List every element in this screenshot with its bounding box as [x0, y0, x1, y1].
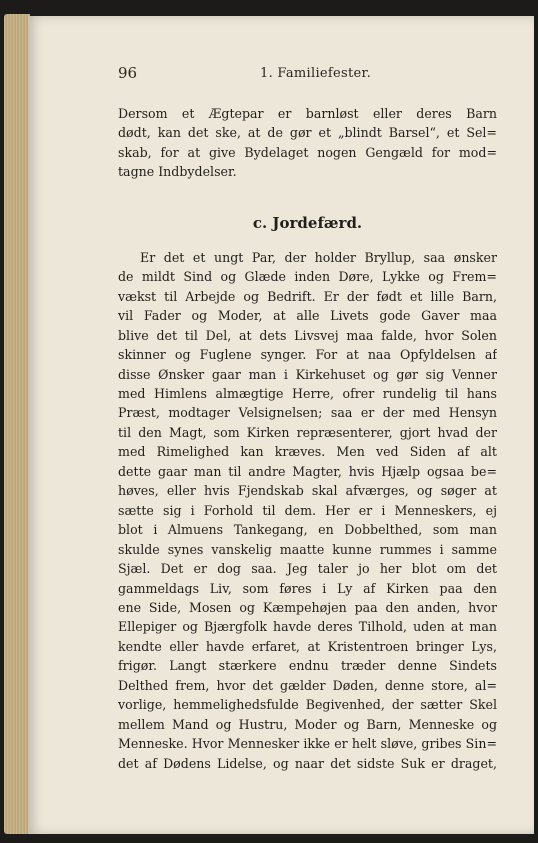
page-header: [118, 64, 498, 86]
page-edges: [4, 14, 30, 834]
text-line: dødt, kan det ske, at de gør et „blindt Barsel“, et Sel=: [118, 125, 497, 141]
text-line: skinner og Fuglene synger. For at naa Opfyldelsen af: [118, 347, 497, 363]
text-line: høves, eller hvis Fjendskab skal afværges, og søger at: [118, 483, 497, 499]
text-line: Er det et ungt Par, der holder Bryllup, saa ønsker: [140, 249, 497, 265]
text-line: de mildt Sind og Glæde inden Døre, Lykke og Frem=: [118, 269, 497, 285]
running-head: 1. Familiefester.: [260, 66, 372, 81]
text-line: blive det til Del, at dets Livsvej maa falde, hvor Solen: [118, 327, 497, 343]
paragraph-1: [118, 104, 497, 182]
text-line: Ellepiger og Bjærgfolk havde deres Tilhold, uden at man: [118, 619, 497, 635]
page-number: 96: [118, 64, 138, 82]
text-line: kendte eller havde erfaret, at Kristentroen bringer Lys,: [118, 638, 497, 654]
text-line: tagne Indbydelser.: [118, 164, 237, 180]
text-line: blot i Almuens Tankegang, en Dobbelthed, som man: [118, 522, 497, 538]
body-text: [118, 104, 497, 773]
text-line: ene Side, Mosen og Kæmpehøjen paa den anden, hvor: [118, 599, 497, 615]
section-title: c. Jordefærd.: [252, 213, 363, 232]
text-line: det af Dødens Lidelse, og naar det sidste Suk er draget,: [118, 755, 497, 771]
text-line: Sjæl. Det er dog saa. Jeg taler jo her blot om det: [118, 561, 497, 577]
text-line: med Rimelighed kan kræves. Men ved Siden af alt: [118, 444, 497, 460]
text-line: til den Magt, som Kirken repræsenterer, gjort hvad der: [118, 424, 497, 440]
text-line: disse Ønsker gaar man i Kirkehuset og gør sig Venner: [118, 366, 497, 382]
text-line: mellem Mand og Hustru, Moder og Barn, Menneske og: [118, 716, 497, 732]
text-line: Præst, modtager Velsignelsen; saa er der med Hensyn: [118, 405, 497, 421]
text-line: dette gaar man til andre Magter, hvis Hjælp ogsaa be=: [118, 463, 497, 479]
text-line: frigør. Langt stærkere endnu træder denne Sindets: [118, 658, 497, 674]
text-line: Menneske. Hvor Mennesker ikke er helt sløve, gribes Sin=: [118, 736, 497, 752]
paragraph-2: [118, 248, 497, 773]
text-line: vækst til Arbejde og Bedrift. Er der født et lille Barn,: [118, 288, 497, 304]
text-line: sætte sig i Forhold til dem. Her er i Menneskers, ej: [118, 502, 497, 518]
text-line: gammeldags Liv, som føres i Ly af Kirken paa den: [118, 580, 497, 596]
text-line: med Himlens almægtige Herre, ofrer rundelig til hans: [118, 385, 497, 401]
text-line: Dersom et Ægtepar er barnløst eller deres Barn: [118, 106, 497, 121]
text-line: skab, for at give Bydelaget nogen Gengæld for mod=: [118, 144, 497, 160]
text-line: vil Fader og Moder, at alle Livets gode Gaver maa: [118, 308, 497, 324]
text-line: skulde synes vanskelig maatte kunne rummes i samme: [118, 541, 497, 557]
text-line: Delthed frem, hvor det gælder Døden, denne store, al=: [118, 677, 497, 693]
text-line: vorlige, hemmelighedsfulde Begivenhed, der sætter Skel: [118, 697, 497, 713]
